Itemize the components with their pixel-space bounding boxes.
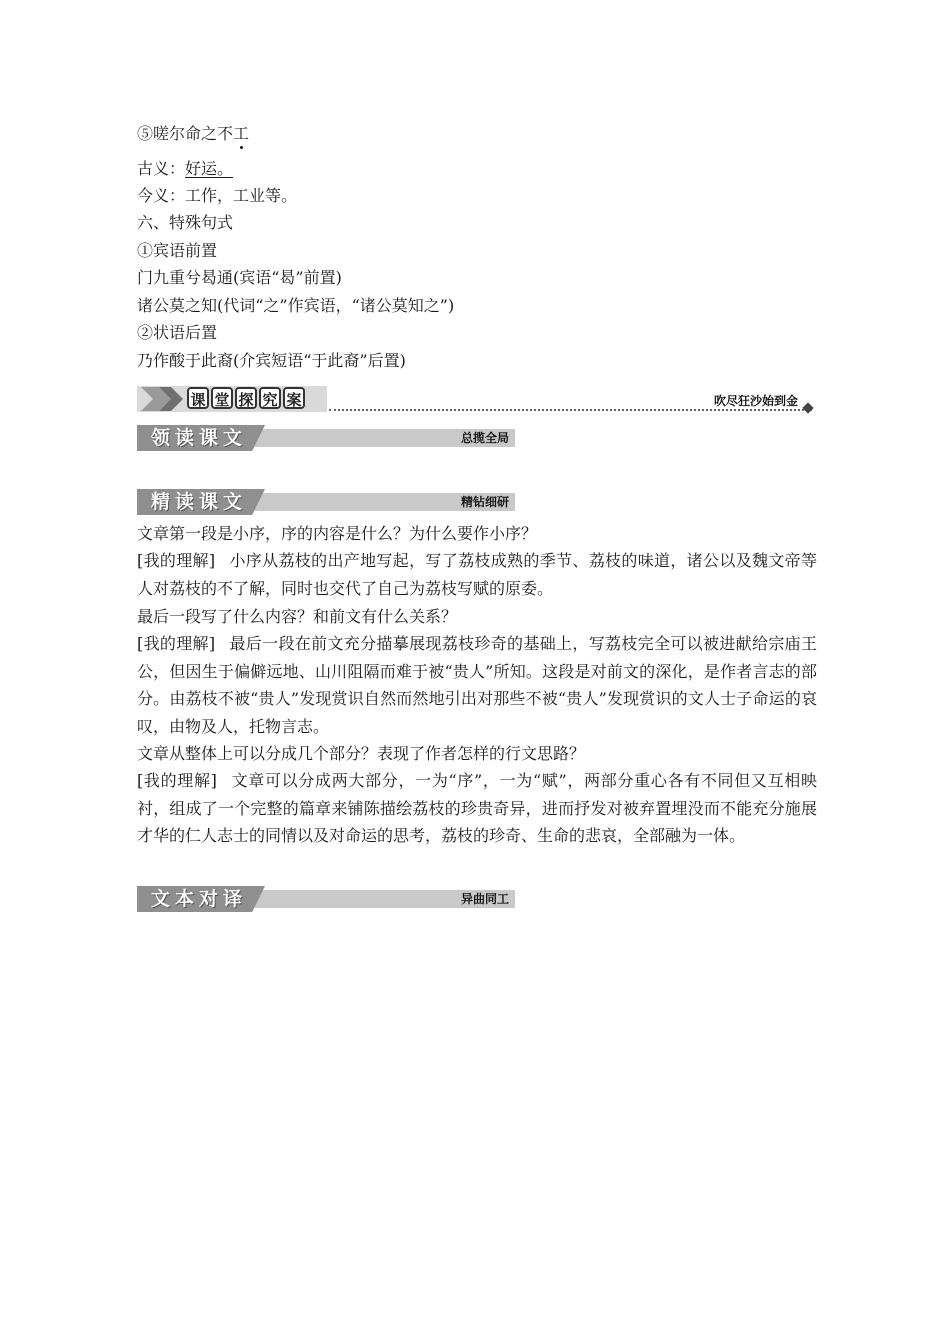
section-6-heading: 六、特殊句式 (137, 213, 234, 232)
banner-right-label: 异曲同工 (460, 892, 509, 906)
answer-tag: [我的理解] (137, 771, 217, 790)
question-3: 文章从整体上可以分成几个部分？表现了作者怎样的行文思路？ (137, 744, 586, 763)
vocab-item-5-text: ⑤嗟尔命之不 (137, 124, 234, 143)
dotted-rule (329, 409, 812, 411)
banner-label: 领读课文 (151, 427, 248, 449)
example-2: 诸公莫之知(代词“之”作宾语，“诸公莫知之”) (137, 296, 455, 315)
main-banner-char: 究 (259, 387, 281, 409)
answer-text: 文章可以分成两大部分，一为“序”，一为“赋”，两部分重心各有不同但又互相映衬，组成了一个完整的篇章来铺陈描绘荔枝的珍贵奇异，进而抒发对被弃置埋没而不能充分施展才华的仁人志士的同情以及对命运的思考，荔枝的珍奇、生命的悲哀，全部融为一体。 (137, 771, 817, 845)
question-2: 最后一段写了什么内容？和前文有什么关系？ (137, 607, 458, 626)
answer-3 (137, 767, 817, 850)
banner-jingdu (137, 489, 515, 515)
answer-text: 小序从荔枝的出产地写起，写了荔枝成熟的季节、荔枝的味道，诸公以及魏文帝等人对荔枝的不了解，同时也交代了自己为荔枝写赋的原委。 (137, 551, 817, 598)
main-banner-char: 堂 (211, 387, 233, 409)
emphasis-dotted-char: 工 (233, 124, 250, 143)
banner-label: 精读课文 (151, 491, 248, 513)
banner-right-label: 总揽全局 (460, 431, 509, 445)
ancient-meaning-label: 古义： (137, 159, 186, 178)
question-1: 文章第一段是小序，序的内容是什么？为什么要作小序？ (137, 524, 538, 543)
answer-text: 最后一段在前文充分描摹展现荔枝珍奇的基础上，写荔枝完全可以被进献给宗庙王公，但因生于偏僻远地、山川阻隔而难于被“贵人”所知。这段是对前文的深化，是作者言志的部分。由荔枝不被“贵人”发现赏识自然而然地引出对那些不被“贵人”发现赏识的文人士子命运的哀叹，由物及人，托物言志。 (137, 634, 817, 736)
answer-tag: [我的理解] (137, 634, 216, 653)
main-banner-motto: 吹尽狂沙始到金 (713, 394, 798, 408)
example-1: 门九重兮曷通(宾语“曷”前置) (137, 268, 342, 287)
section-6-sub-1: ①宾语前置 (137, 241, 218, 260)
main-banner-char: 课 (187, 387, 209, 409)
diamond-icon (802, 402, 813, 413)
ancient-meaning-value: 好运。 (185, 159, 234, 178)
ancient-meaning (137, 159, 817, 179)
banner-label: 文本对译 (151, 888, 248, 910)
answer-tag: [我的理解] (137, 551, 216, 570)
answer-2 (137, 630, 817, 740)
vocab-item-5 (137, 124, 817, 144)
section-6-sub-2: ②状语后置 (137, 323, 218, 342)
main-banner-char: 探 (235, 387, 257, 409)
banner-duiyi (137, 886, 515, 912)
main-section-banner (137, 384, 812, 414)
modern-meaning: 今义：工作，工业等。 (137, 186, 298, 205)
answer-1 (137, 547, 817, 602)
banner-right-label: 精钻细研 (460, 495, 509, 509)
main-banner-title (187, 387, 305, 409)
main-banner-char: 案 (283, 387, 305, 409)
banner-lingdu (137, 425, 515, 451)
example-3: 乃作酸于此裔(介宾短语“于此裔”后置) (137, 351, 406, 370)
